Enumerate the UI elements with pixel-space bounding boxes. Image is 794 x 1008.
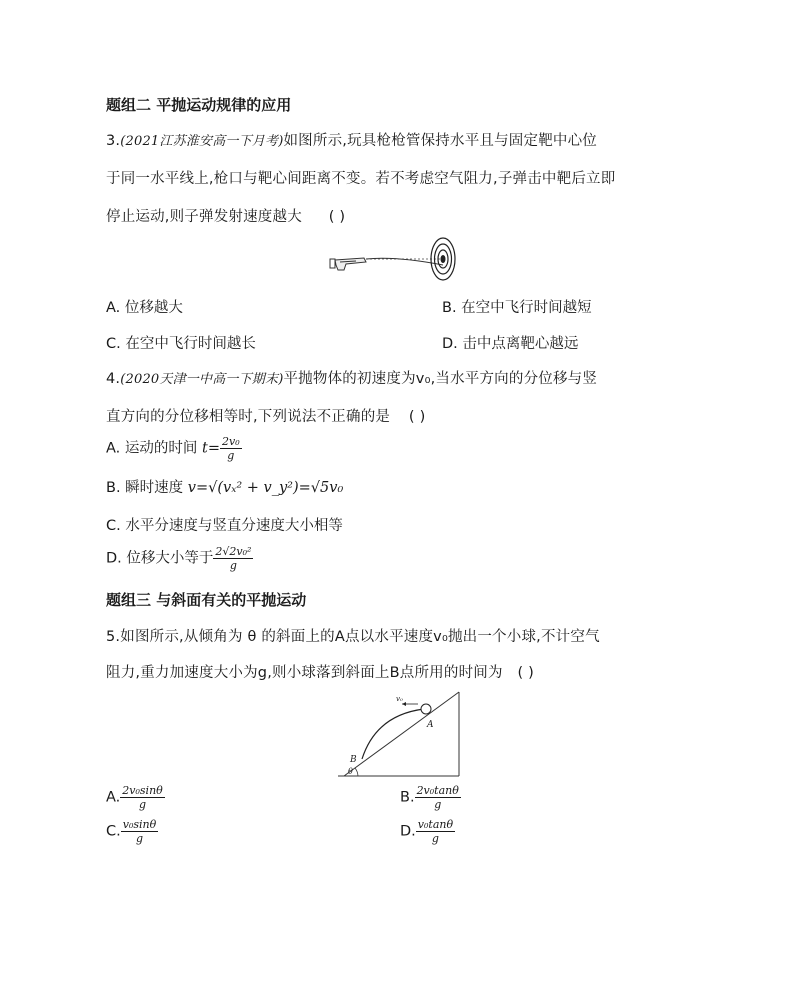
q4-option-c: C. 水平分速度与竖直分速度大小相等 [106, 518, 343, 534]
q4-option-d-text: D. 位移大小等于 [106, 550, 214, 567]
label-point-b: B [350, 755, 357, 765]
q3-option-b: B. 在空中飞行时间越短 [442, 300, 592, 316]
q4-option-a-expr: t= [202, 440, 220, 457]
q4-option-d-den: g [229, 559, 237, 572]
q4-answer-blank: ( ) [408, 409, 426, 425]
q4-option-a-den: g [227, 449, 235, 462]
q5-figure-incline [336, 690, 466, 778]
q4-line1 [106, 367, 597, 388]
q4-option-b [106, 476, 343, 497]
q5-option-d-frac [416, 818, 455, 845]
q5-option-d [400, 818, 455, 845]
q4-option-a-text: A. 运动的时间 [106, 440, 198, 457]
q4-option-d [106, 545, 253, 572]
q3-option-a: A. 位移越大 [106, 300, 183, 316]
q4-option-b-expr: v=√(vₓ² + v_y²)=√5v₀ [187, 480, 344, 496]
q5-option-a-frac [120, 784, 165, 811]
q4-option-d-frac [213, 545, 253, 572]
q5-option-d-label: D. [400, 823, 416, 840]
q4-number: 4. [106, 371, 121, 387]
q5-option-c-label: C. [106, 823, 121, 840]
q5-line2 [106, 661, 534, 682]
q5-option-d-den: g [431, 832, 439, 845]
q5-text-2: 阻力,重力加速度大小为g,则小球落到斜面上B点所用的时间为 [106, 665, 503, 681]
gun-icon [330, 258, 366, 270]
incline-slope-line [344, 692, 459, 776]
label-point-a: A [427, 720, 434, 730]
q4-option-a-frac [220, 435, 242, 462]
theta-angle-arc [355, 768, 358, 776]
q3-option-c: C. 在空中飞行时间越长 [106, 336, 256, 352]
q3-line1 [106, 129, 597, 150]
q5-number: 5. [106, 629, 121, 645]
q5-option-b-frac [415, 784, 461, 811]
q5-option-b-num: 2v₀tanθ [416, 784, 459, 797]
q4-option-a-num: 2v₀ [221, 435, 240, 448]
q5-option-b-den: g [434, 798, 442, 811]
q5-option-b-label: B. [400, 789, 415, 806]
label-v0: v₀ [396, 695, 403, 703]
q3-line3 [106, 205, 345, 226]
q4-option-a [106, 435, 242, 462]
section-title-group2: 题组二 平抛运动规律的应用 [106, 96, 292, 114]
q5-option-a [106, 784, 165, 811]
q3-number: 3. [106, 133, 121, 149]
q5-line1 [106, 625, 600, 646]
q4-source: (2020天津一中高一下期末) [120, 372, 284, 387]
q4-option-d-num: 2√2v₀² [215, 545, 252, 558]
q3-answer-blank: ( ) [328, 209, 346, 225]
q5-option-c-num: v₀sinθ [122, 818, 157, 831]
q4-text-2: 直方向的分位移相等时,下列说法不正确的是 [106, 409, 391, 425]
q4-line2 [106, 405, 425, 426]
q5-answer-blank: ( ) [517, 665, 535, 681]
q5-option-a-den: g [139, 798, 147, 811]
q4-text-1: 平抛物体的初速度为v₀,当水平方向的分位移与竖 [283, 371, 598, 387]
q3-source: (2021江苏淮安高一下月考) [120, 134, 284, 149]
q3-text-1: 如图所示,玩具枪枪管保持水平且与固定靶中心位 [283, 133, 597, 149]
q5-text-1: 如图所示,从倾角为 θ 的斜面上的A点以水平速度v₀抛出一个小球,不计空气 [120, 629, 600, 645]
q3-figure-gun-target [326, 232, 466, 290]
target-icon [431, 238, 455, 280]
q5-option-a-label: A. [106, 789, 121, 806]
q5-option-c-frac [121, 818, 159, 845]
q3-text-3: 停止运动,则子弹发射速度越大 [106, 209, 302, 225]
q3-option-d: D. 击中点离靶心越远 [442, 336, 579, 352]
q5-option-b [400, 784, 461, 811]
q5-option-c-den: g [135, 832, 143, 845]
q5-option-d-num: v₀tanθ [417, 818, 454, 831]
ball-trajectory [362, 709, 424, 759]
q3-line2: 于同一水平线上,枪口与靶心间距离不变。若不考虑空气阻力,子弹击中靶后立即 [106, 171, 616, 187]
section-title-group3: 题组三 与斜面有关的平抛运动 [106, 591, 307, 609]
q5-option-a-num: 2v₀sinθ [122, 784, 163, 797]
ball-icon [421, 704, 431, 714]
q4-option-b-text: B. 瞬时速度 [106, 480, 184, 496]
q5-option-c [106, 818, 158, 845]
label-theta: θ [348, 767, 353, 776]
